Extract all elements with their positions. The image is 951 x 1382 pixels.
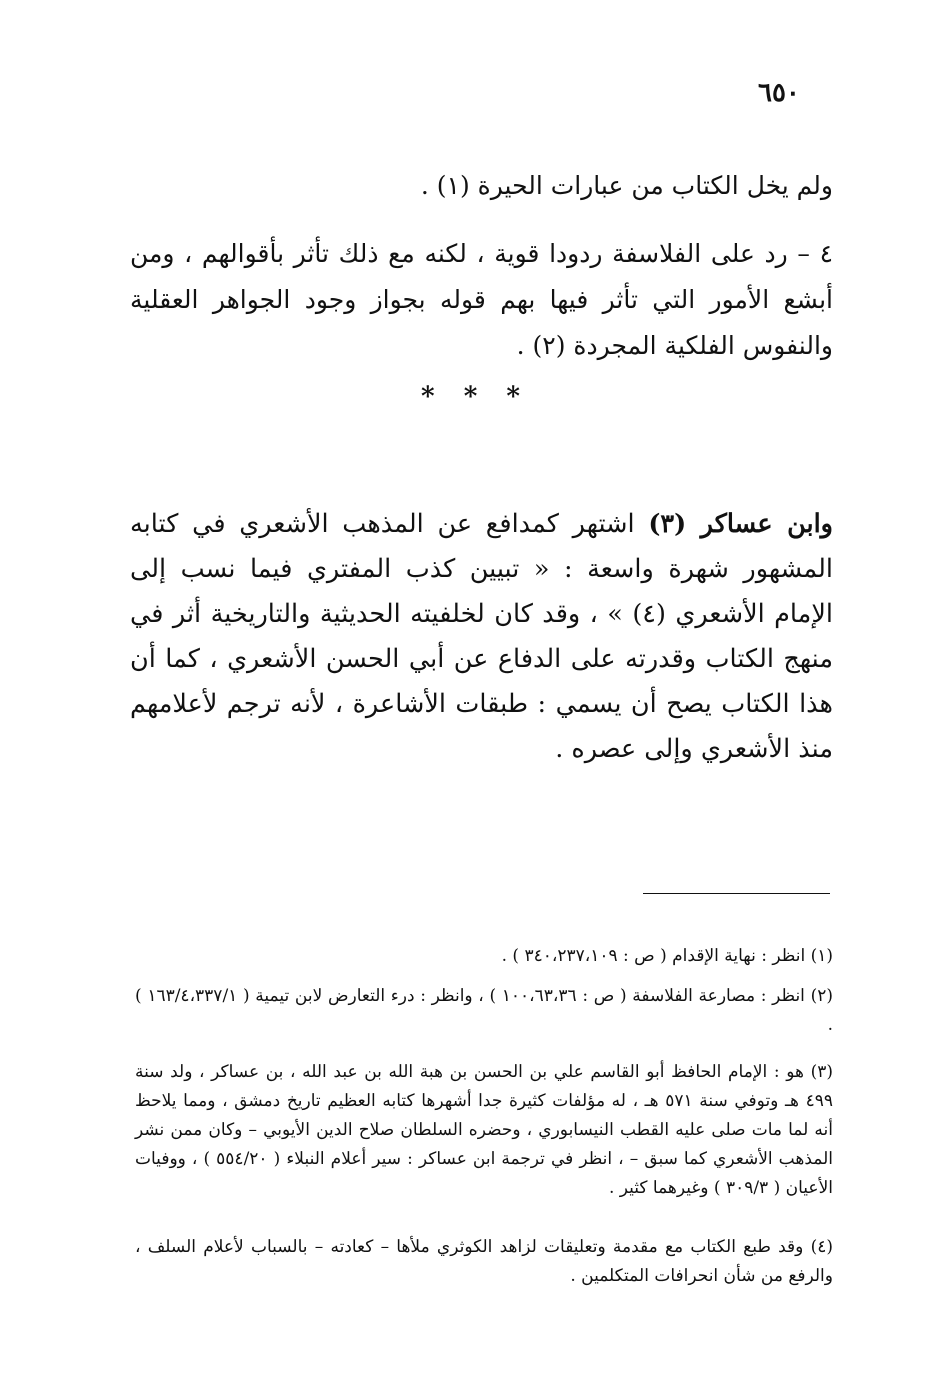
author-name: وابن عساكر (٣) [648, 508, 833, 539]
footnote-divider [643, 893, 830, 894]
footnote-2: (٢) انظر : مصارعة الفلاسفة ( ص : ١٠٠،٦٣،٣٦ ) ، وانظر : درء التعارض لابن تيمية ( ١٦٣/٤،٣٣٧/١ ) . [135, 986, 833, 1035]
body-paragraph-3 [130, 502, 833, 772]
body-paragraph-1: ولم يخل الكتاب من عبارات الحيرة (١) . [420, 171, 833, 200]
body-paragraph-3-text: اشتهر كمدافع عن المذهب الأشعري في كتابه المشهور شهرة واسعة : « تبيين كذب المفتري فيما نسب إلى الإمام الأشعري (٤) » ، وقد كان لخلفيته الحديثية والتاريخية أثر في منهج الكتاب وقدرته على الدفاع عن أبي الحسن الأشعري ، كما أن هذا الكتاب يصح أن يسمي : طبقات الأشاعرة ، لأنه ترجم لأعلامهم منذ الأشعري وإلى عصره . [130, 508, 833, 764]
footnote-1: (١) انظر : نهاية الإقدام ( ص : ٣٤٠،٢٣٧،١٠٩ ) . [501, 946, 833, 966]
section-separator: * * * [421, 382, 530, 412]
footnote-4: (٤) وقد طبع الكتاب مع مقدمة وتعليقات لزاهد الكوثري ملأها – كعادته – بالسباب لأعلام السلف ، والرفع من شأن انحرافات المتكلمين . [135, 1237, 833, 1286]
body-paragraph-2: ٤ – رد على الفلاسفة ردودا قوية ، لكنه مع ذلك تأثر بأقوالهم ، ومن أبشع الأمور التي تأثر فيها بهم قوله بجواز وجود الجواهر العقلية والنفوس الفلكية المجردة (٢) . [130, 239, 833, 360]
footnote-3: (٣) هو : الإمام الحافظ أبو القاسم علي بن الحسن بن هبة الله بن عبد الله ، بن عساكر ، ولد سنة ٤٩٩ هـ وتوفي سنة ٥٧١ هـ ، له مؤلفات كثيرة جدا أشهرها كتابه العظيم تاريخ دمشق ، ومما يلاحظ أنه لما مات صلى عليه القطب النيسابوري ، وحضره السلطان صلاح الدين الأيوبي – وكان ممن نشر المذهب الأشعري كما سبق – ، انظر في ترجمة ابن عساكر : سير أعلام النبلاء ( ٥٥٤/٢٠ ) ، ووفيات الأعيان ( ٣٠٩/٣ ) وغيرهما كثير . [135, 1062, 833, 1198]
page-number: ٦٥٠ [758, 78, 800, 108]
